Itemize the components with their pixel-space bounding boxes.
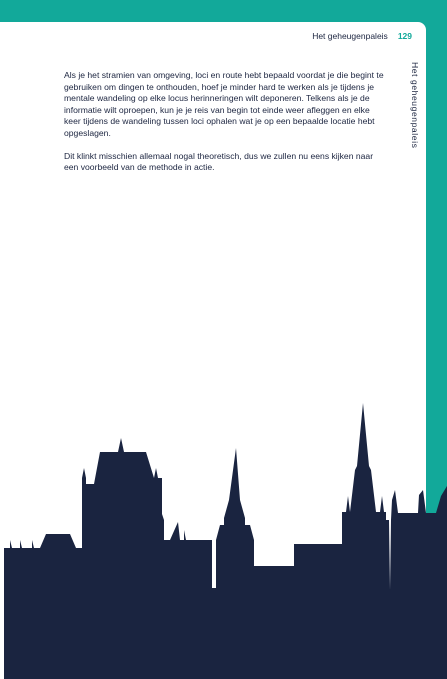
paragraph-2: Dit klinkt misschien allemaal nogal theoretisch, dus we zullen nu eens kijken naar een voorbeeld van de methode in actie. [64,150,374,173]
paragraph-1: Als je het stramien van omgeving, loci en route hebt bepaald voordat je die begint te gebruiken om dingen te onthouden, hoef je minder hard te werken als je tijdens je mentale wandeling op elke locus herinneringen wilt deponeren. Telkens als je de informatie wilt oproepen, kun je je reis van begin tot einde weer afleggen en elke keer tijdens de wandeling tussen loci ophalen wat je op een bepaalde locatie hebt opgeslagen. [64,70,384,138]
side-chapter-label: Het geheugenpaleis [410,62,420,149]
skyline-silhouette [4,403,447,679]
page-number: 129 [397,31,412,41]
chapter-title: Het geheugenpaleis [312,31,388,41]
